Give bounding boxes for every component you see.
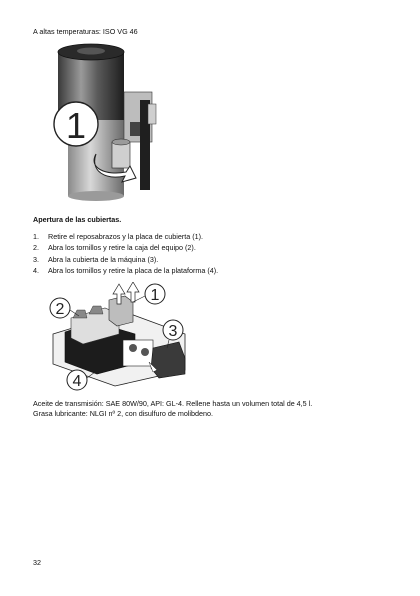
step-item (33, 231, 218, 242)
callout-label-1: 1 (150, 287, 160, 304)
filler-cap (112, 142, 130, 168)
step-text: Abra la cubierta de la máquina (3). (48, 254, 159, 264)
step-text: Retire el reposabrazos y la placa de cubierta (1). (48, 232, 204, 241)
step-item (33, 265, 218, 276)
step-number: 2. (33, 243, 39, 253)
section-title: Apertura de las cubiertas. (33, 215, 122, 224)
oil-note: Aceite de transmisión: SAE 80W/90, API: GL-4. Rellene hasta un volumen total de 4,5 l. (33, 399, 313, 408)
callout-label-2: 2 (55, 301, 65, 318)
step-item (33, 254, 218, 265)
top-note: A altas temperaturas: ISO VG 46 (33, 27, 138, 36)
step-number: 3. (33, 254, 39, 264)
callout-label-1: 1 (65, 105, 87, 146)
covers-figure (35, 282, 195, 392)
steps-list (33, 231, 218, 277)
step-number: 1. (33, 232, 39, 241)
machine-cover (151, 342, 185, 378)
step-number: 4. (33, 266, 39, 276)
step-text: Abra los tornillos y retire la caja del equipo (2). (48, 243, 196, 253)
step-text: Abra los tornillos y retire la placa de la plataforma (4). (48, 266, 219, 276)
callout-label-4: 4 (72, 373, 82, 390)
step-item (33, 242, 218, 253)
callout-label-3: 3 (168, 323, 178, 340)
reservoir-figure (40, 42, 175, 202)
page-number: 32 (33, 558, 41, 567)
grease-note: Grasa lubricante: NLGI nº 2, con disulfuro de molibdeno. (33, 409, 214, 418)
